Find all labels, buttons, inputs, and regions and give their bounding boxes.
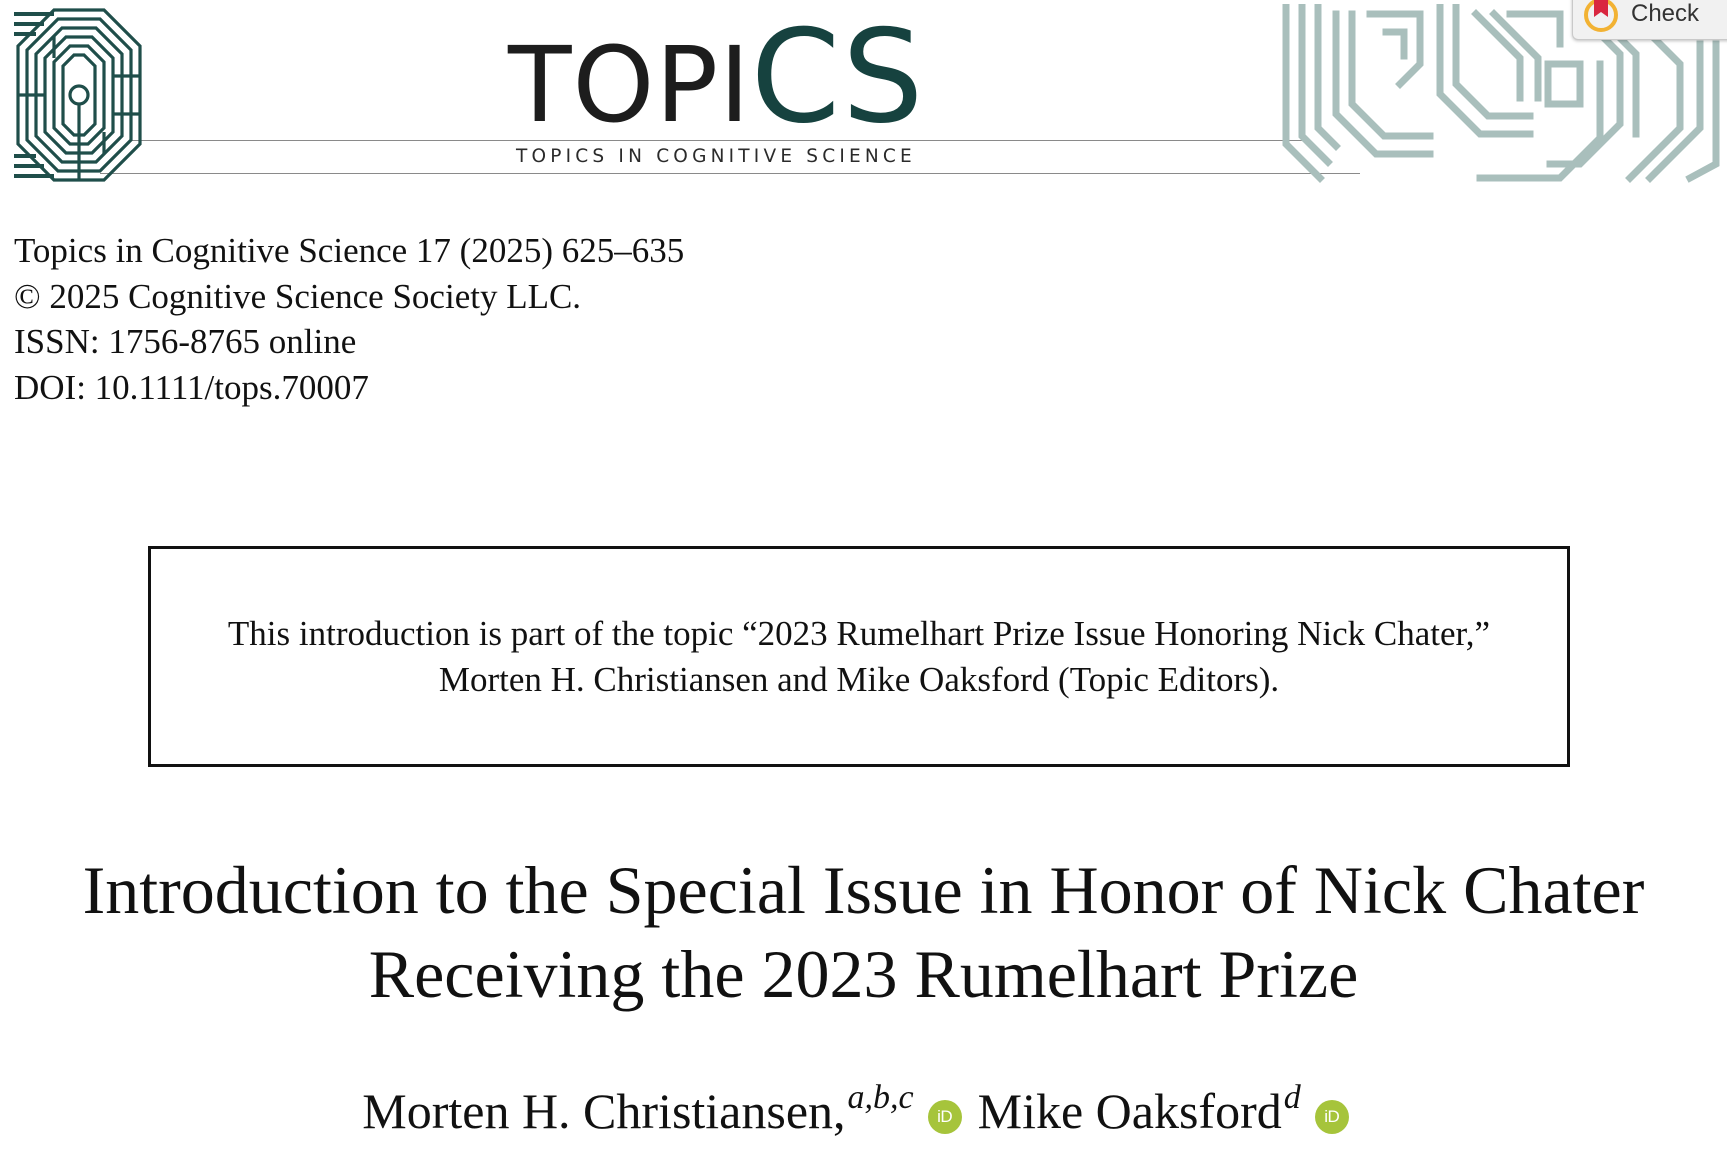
article-title xyxy=(0,848,1727,1016)
logo-text-cs: CS xyxy=(750,3,926,152)
crossmark-check-button[interactable] xyxy=(1572,0,1727,40)
citation-block xyxy=(14,228,684,410)
article-title-line-2: Receiving the 2023 Rumelhart Prize xyxy=(368,936,1359,1012)
crossmark-icon xyxy=(1583,0,1619,33)
article-title-line-1: Introduction to the Special Issue in Honor of Nick Chater xyxy=(82,852,1645,928)
topic-notice-line-1: This introduction is part of the topic “2023 Rumelhart Prize Issue Honoring Nick Chater,” xyxy=(227,613,1491,653)
author-affiliation-marks: d xyxy=(1283,1079,1301,1116)
topic-notice-box xyxy=(148,546,1570,767)
logo-subtitle: TOPICS IN COGNITIVE SCIENCE xyxy=(516,146,916,167)
orcid-icon[interactable]: iD xyxy=(1315,1100,1349,1134)
orcid-icon[interactable]: iD xyxy=(928,1100,962,1134)
author-name[interactable]: Mike Oaksford xyxy=(977,1083,1282,1139)
citation-copyright-line: © 2025 Cognitive Science Society LLC. xyxy=(14,276,582,316)
journal-header xyxy=(0,0,1727,190)
citation-journal-line: Topics in Cognitive Science 17 (2025) 625–635 xyxy=(14,231,685,270)
logo-text-topi: TOPI xyxy=(508,24,751,146)
citation-doi-line[interactable]: DOI: 10.1111/tops.70007 xyxy=(14,367,369,407)
author-name[interactable]: Morten H. Christiansen, xyxy=(362,1083,846,1139)
journal-logo[interactable] xyxy=(508,3,926,152)
check-button-label: Check xyxy=(1631,0,1700,27)
topic-notice-line-2: Morten H. Christiansen and Mike Oaksford (Topic Editors). xyxy=(438,659,1280,699)
citation-issn-line: ISSN: 1756-8765 online xyxy=(14,322,357,361)
author-list xyxy=(0,1062,1727,1147)
labyrinth-left-icon xyxy=(14,6,144,184)
author-affiliation-marks: a,b,c xyxy=(847,1079,914,1116)
header-rule-bottom xyxy=(100,173,1360,174)
